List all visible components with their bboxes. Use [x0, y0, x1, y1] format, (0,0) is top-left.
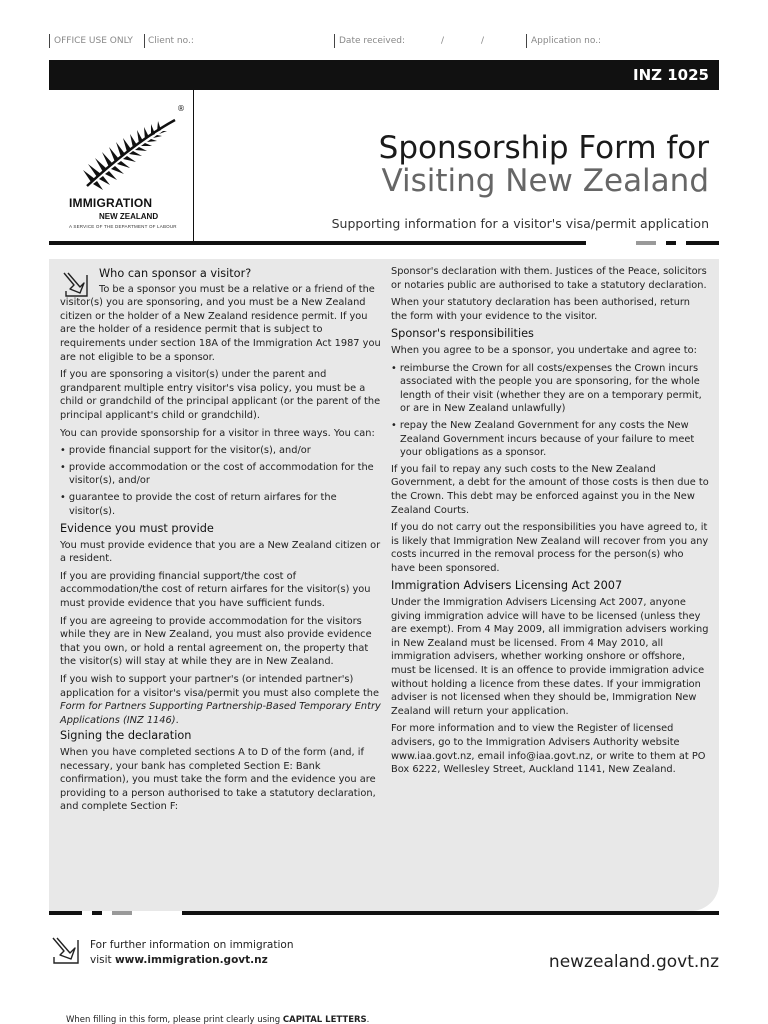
paragraph: When you agree to be a sponsor, you undertake and agree to:: [391, 344, 697, 356]
paragraph: If you fail to repay any such costs to the New Zealand Government, a debt for the amount of those costs is then due to the Crown. This debt may be enforced against you in the New Zealand Courts.: [391, 463, 709, 516]
capital-letters-note: [66, 1015, 369, 1024]
office-use-bar: [49, 34, 719, 48]
immigration-nz-logo: [57, 104, 185, 229]
registered-mark: ®: [177, 104, 185, 113]
paragraph: [60, 673, 382, 727]
page-subtitle: Supporting information for a visitor's visa/permit application: [331, 216, 709, 231]
date-slash: /: [481, 36, 485, 46]
list-item: • provide financial support for the visitor(s), and/or: [60, 444, 382, 458]
paragraph: When your statutory declaration has been authorised, return the form with your evidence to the visitor.: [391, 297, 691, 322]
office-bar-divider: [49, 34, 50, 48]
heading-responsibilities: Sponsor's responsibilities: [391, 327, 534, 341]
paragraph: Under the Immigration Advisers Licensing Act 2007, anyone giving immigration advice will have to be licensed (unless they are exempt). From 4 May 2009, all immigration advisers working in New Zealand must be licensed. From 4 May 2010, all immigration advisers, whether working onshore or offshore, must be licensed. It is an offence to provide immigration advice without holding a licence from these dates. If your immigration adviser is not licensed when they should be, Immigration New Zealand will return your application.: [391, 597, 709, 717]
paragraph: For more information and to view the Register of licensed advisers, go to the Immigration Advisers Authority website www.iaa.govt.nz, email info@iaa.govt.nz, or write to them at PO Box 6222, Wellesley Street, Auckland 1141, New Zealand.: [391, 723, 706, 776]
immigration-website-link[interactable]: www.immigration.govt.nz: [114, 954, 268, 966]
sponsorship-ways-list: [60, 444, 382, 518]
text-run: visit: [90, 954, 115, 966]
paragraph: To be a sponsor you must be a relative or a friend of the visitor(s) you are sponsoring, and you must be a New Zealand citizen or the holder of a New Zealand residence permit. If you are the holder of a residence permit that is subject to requirements under section 18A of the Immigration Act 1987 you are not eligible to be a sponsor.: [60, 283, 381, 363]
paragraph: If you do not carry out the responsibilities you have agreed to, it is likely that Immigration New Zealand will recover from you any costs incurred in the removal process for the person(s) who have been sponsored.: [391, 522, 709, 574]
text-run: When filling in this form, please print clearly using: [66, 1015, 283, 1024]
arrow-icon: [60, 269, 90, 299]
left-column: [60, 265, 382, 818]
header-black-bar: [49, 60, 719, 90]
footer-line: [90, 953, 293, 968]
date-received-label: Date received:: [339, 36, 406, 46]
office-use-label: OFFICE USE ONLY: [54, 36, 133, 46]
page-title: Sponsorship Form for: [378, 130, 709, 166]
text-run: CAPITAL LETTERS: [282, 1015, 367, 1024]
page-title-secondary: Visiting New Zealand: [381, 163, 709, 199]
text-run: If you wish to support your partner's (or intended partner's) application for a visitor's visa/permit you must also complete the: [60, 674, 380, 699]
paragraph: If you are providing financial support/the cost of accommodation/the cost of return airfares for the visitor(s) you must provide evidence that you have sufficient funds.: [60, 570, 371, 610]
silver-fern-icon: [57, 108, 185, 198]
office-bar-divider: [526, 34, 527, 48]
heading-signing: Signing the declaration: [60, 729, 192, 743]
responsibilities-list: [391, 362, 709, 460]
heading-who-can-sponsor: Who can sponsor a visitor?: [99, 267, 252, 280]
footer-line: For further information on immigration: [90, 939, 294, 951]
nz-govt-logo[interactable]: newzealand.govt.nz: [548, 952, 719, 972]
list-item: • guarantee to provide the cost of return airfares for the visitor(s).: [60, 491, 382, 518]
text-run: .: [366, 1015, 370, 1024]
right-column: [391, 265, 709, 781]
form-code: INZ 1025: [633, 66, 709, 84]
form-reference: Form for Partners Supporting Partnership-Based Temporary Entry Applications (INZ 1146): [60, 701, 381, 726]
office-bar-divider: [334, 34, 335, 48]
paragraph: You can provide sponsorship for a visitor in three ways. You can:: [60, 427, 375, 439]
client-no-label: Client no.:: [148, 36, 194, 46]
paragraph: If you are sponsoring a visitor(s) under the parent and grandparent multiple entry visitor's visa policy, you must be a child or grandchild of the principal applicant (or the parent of the principal applicant's child or grandchild).: [60, 369, 381, 421]
office-bar-divider: [144, 34, 145, 48]
logo-subname: NEW ZEALAND: [99, 212, 159, 221]
text-run: .: [175, 714, 179, 726]
heading-advisers-act: Immigration Advisers Licensing Act 2007: [391, 579, 623, 593]
list-item: • repay the New Zealand Government for any costs the New Zealand Government incurs because of your failure to meet your obligations as a sponsor.: [391, 419, 709, 460]
header-rule: [49, 241, 719, 245]
logo-name: IMMIGRATION: [69, 196, 153, 210]
footer-rule: [49, 911, 719, 915]
arrow-icon: [49, 934, 81, 966]
date-slash: /: [441, 36, 445, 46]
heading-evidence: Evidence you must provide: [60, 522, 214, 536]
header-divider: [193, 90, 194, 242]
info-panel: [49, 259, 719, 911]
paragraph: You must provide evidence that you are a New Zealand citizen or a resident.: [60, 539, 381, 565]
paragraph: If you are agreeing to provide accommodation for the visitors while they are in New Zealand, you must also provide evidence that you own, or hold a rental agreement on, the property that the visitor(s) will stay at while they are in New Zealand.: [60, 615, 372, 668]
logo-tagline: A SERVICE OF THE DEPARTMENT OF LABOUR: [69, 224, 177, 229]
footer-info: [90, 938, 293, 968]
page-header: [49, 90, 719, 242]
paragraph: Sponsor's declaration with them. Justices of the Peace, solicitors or notaries public are authorised to take a statutory declaration.: [391, 266, 707, 291]
list-item: • reimburse the Crown for all costs/expenses the Crown incurs associated with the people you are sponsoring, for the whole length of their visit (whether they are on a temporary permit, or are in New Zealand unlawfully): [391, 362, 709, 416]
application-no-label: Application no.:: [531, 36, 602, 46]
paragraph: When you have completed sections A to D of the form (and, if necessary, your bank has completed Section E: Bank confirmation), you must take the form and the evidence you are providing to a person authorised to take a statutory declaration, and complete Section F:: [60, 747, 376, 813]
list-item: • provide accommodation or the cost of accommodation for the visitor(s), and/or: [60, 461, 382, 488]
